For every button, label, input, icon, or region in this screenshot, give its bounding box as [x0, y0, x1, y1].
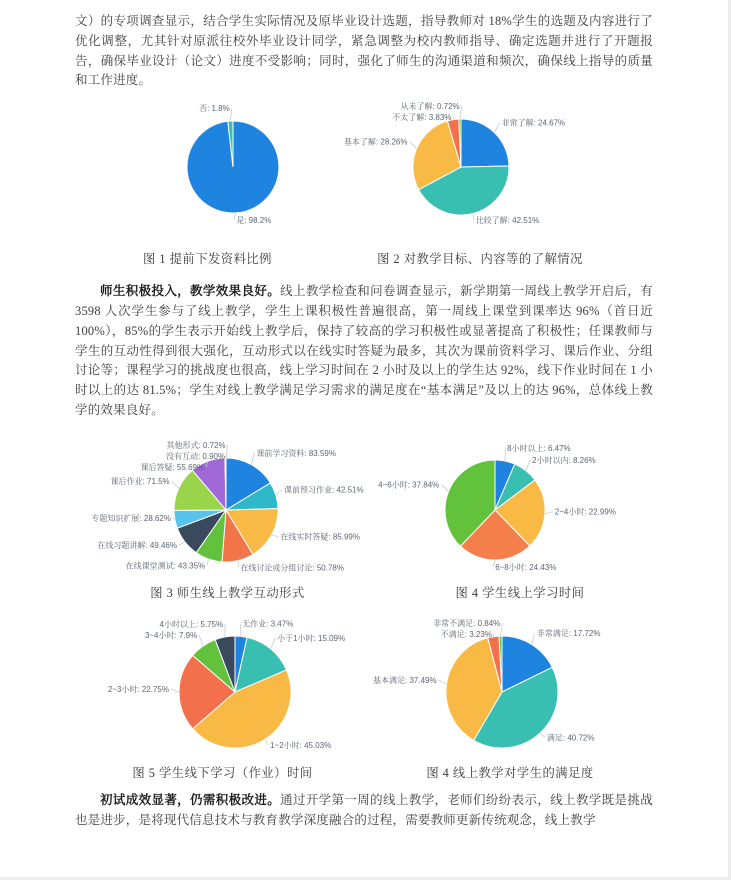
paragraph-3	[75, 791, 653, 831]
label-leader-line	[410, 142, 417, 149]
pie-slice-label: 从未了解: 0.72%	[400, 102, 460, 112]
label-leader-line	[172, 481, 179, 488]
label-leader-line	[439, 680, 447, 684]
pie-slice-label: 2~4小时: 22.99%	[554, 507, 616, 517]
figure-3-pie-chart	[85, 428, 370, 601]
pie-chart-svg-2	[330, 98, 630, 246]
pie-slice-label: 非常不满足: 0.84%	[433, 618, 501, 628]
figure-4-caption: 图 4 学生线上学习时间	[455, 585, 585, 600]
label-leader-line	[199, 635, 203, 646]
pie-slice-label: 是: 98.2%	[236, 216, 272, 226]
label-leader-line	[495, 123, 500, 133]
pie-slice-label: 2小时以内: 8.26%	[532, 455, 596, 465]
pie-slice-label: 不太了解: 3.83%	[392, 113, 452, 123]
label-leader-line	[276, 489, 282, 495]
figure-3-caption: 图 3 师生线上教学互动形式	[150, 585, 305, 600]
pie-chart-svg-4	[370, 428, 670, 580]
pie-slice-label: 课后作业: 71.5%	[110, 476, 170, 486]
pie-chart-svg-3	[85, 428, 370, 580]
pie-slice-label: 4~6小时: 37.84%	[378, 480, 440, 490]
pie-slice-label: 不满足: 3.23%	[440, 629, 492, 639]
pie-slice-label: 其他形式: 0.72%	[166, 440, 226, 450]
pie-slice-label: 非常了解: 24.67%	[501, 118, 566, 128]
figure-1-pie-chart	[85, 98, 330, 267]
paragraph-3-bold: 初试成效显著，仍需积极改进。	[100, 792, 281, 807]
paragraph-1-text: 文）的专项调查显示，结合学生实际情况及原毕业设计选题，指导教师对 18%学生的选题及内容进行了优化调整，尤其针对原派往校外毕业设计同学，紧急调整为校内教师指导、确定选题并进行了开题报告，确保毕业设计（论文）进度不受影响；同时，强化了师生的沟通渠道和频次，确保线上指导的质量和工作进度。	[75, 14, 653, 88]
pie-slice-label: 非常满足: 17.72%	[536, 628, 601, 638]
label-leader-line	[441, 484, 448, 491]
label-leader-line	[265, 739, 268, 745]
label-leader-line	[271, 638, 275, 649]
label-leader-line	[230, 108, 231, 121]
label-leader-line	[493, 634, 494, 637]
pie-slice-label: 满足: 40.72%	[546, 733, 595, 743]
label-leader-line	[272, 535, 279, 537]
figure-5-pie-chart	[85, 608, 360, 781]
pie-slice-label: 6~8小时: 24.43%	[495, 562, 557, 572]
label-leader-line	[532, 633, 535, 645]
label-leader-line	[179, 542, 185, 545]
chart-row-1	[85, 98, 728, 267]
pie-slice-label: 在线讨论或分组讨论: 50.78%	[240, 563, 344, 573]
label-leader-line	[526, 460, 530, 471]
pie-slice-label: 1~2小时: 45.03%	[270, 740, 332, 750]
pie-slice-label: 专题知识扩展: 28.62%	[91, 513, 171, 523]
pie-chart-svg-5	[85, 608, 360, 760]
label-leader-line	[207, 559, 208, 565]
pie-slice-label: 3~4小时: 7.9%	[144, 630, 198, 640]
paragraph-2-text: 线上教学检查和问卷调查显示，新学期第一周线上教学开启后，有 3598 人次学生参与了线上教学，学生上课积极性普遍很高，第一周线上课堂到课率达 96%（首日近 100%），85%的学生表示开始线上教学后，保持了较高的学习积极性或显著提高了积极性；任课教师与学生的互动性得到很大强化，互动形式以在线实时答疑为最多，其次为课前资料学习、课后作业、分组讨论等；课程学习的挑战度也很高，线上学习时间在 2 小时及以上的学生达 92%，线下作业时间在 1 小时以上的达 81.5%；学生对线上教学满足学习需求的满足度在“基本满足”及以上的达 96%，总体线上教学的效果良好。	[75, 284, 653, 417]
pie-slice-label: 课后答疑: 55.69%	[140, 462, 205, 472]
pie-slice-label: 2~3小时: 22.75%	[107, 684, 169, 694]
paragraph-1	[75, 12, 653, 91]
figure-2-caption: 图 2 对教学目标、内容等的了解情况	[377, 252, 583, 267]
paragraph-2-bold: 师生积极投入，教学效果良好。	[100, 284, 281, 299]
pie-slice-label: 没有互动: 0.90%	[165, 451, 226, 461]
pie-slice-label: 小于1小时: 15.09%	[277, 633, 346, 643]
paragraph-2	[75, 282, 653, 421]
pie-slice-label: 否: 1.8%	[199, 104, 230, 114]
figure-6-caption: 图 4 线上教学对学生的满足度	[426, 765, 594, 780]
label-leader-line	[460, 106, 462, 119]
figure-2-pie-chart	[330, 98, 630, 267]
pie-slice-label: 4小时以上: 5.75%	[159, 619, 224, 629]
label-leader-line	[171, 689, 179, 692]
label-leader-line	[540, 733, 545, 737]
chart-row-2	[85, 428, 728, 601]
figure-5-caption: 图 5 学生线下学习（作业）时间	[132, 765, 313, 780]
pie-chart-svg-6	[360, 608, 660, 760]
pie-slice-label: 在线课堂测试: 43.35%	[125, 561, 206, 571]
pie-slice-label: 课前学习资料: 83.59%	[256, 448, 336, 458]
pie-chart-svg-1	[85, 98, 330, 246]
label-leader-line	[252, 453, 255, 465]
pie-slice-label: 基本了解: 28.26%	[343, 137, 408, 147]
pie-slice-label: 无作业: 3.47%	[242, 619, 294, 629]
label-leader-line	[501, 623, 503, 636]
figure-1-caption: 图 1 提前下发资料比例	[143, 252, 272, 267]
figure-4-pie-chart	[370, 428, 670, 601]
paragraph-3-text: 通过开学第一周的线上教学，老师们纷纷表示，线上教学既是挑战也是进步，是将现代信息技术与教育教学深度融合的过程，需要教师更新传统观念，线上教学	[75, 792, 653, 827]
label-leader-line	[545, 511, 553, 513]
pie-slice-label: 比较了解: 42.51%	[475, 216, 540, 226]
label-leader-line	[240, 623, 241, 636]
chart-row-3	[85, 608, 728, 781]
figure-6-pie-chart	[360, 608, 660, 781]
pie-slice-label: 在线实时答疑: 85.99%	[280, 532, 360, 542]
label-leader-line	[473, 214, 474, 221]
pie-slice-label: 基本满足: 37.49%	[373, 675, 437, 685]
pie-slice-label: 在线习题讲解: 49.46%	[97, 540, 177, 550]
pie-slice-label: 课前预习作业: 42.51%	[284, 485, 364, 495]
pie-slice-label: 8小时以上: 6.47%	[507, 443, 571, 453]
